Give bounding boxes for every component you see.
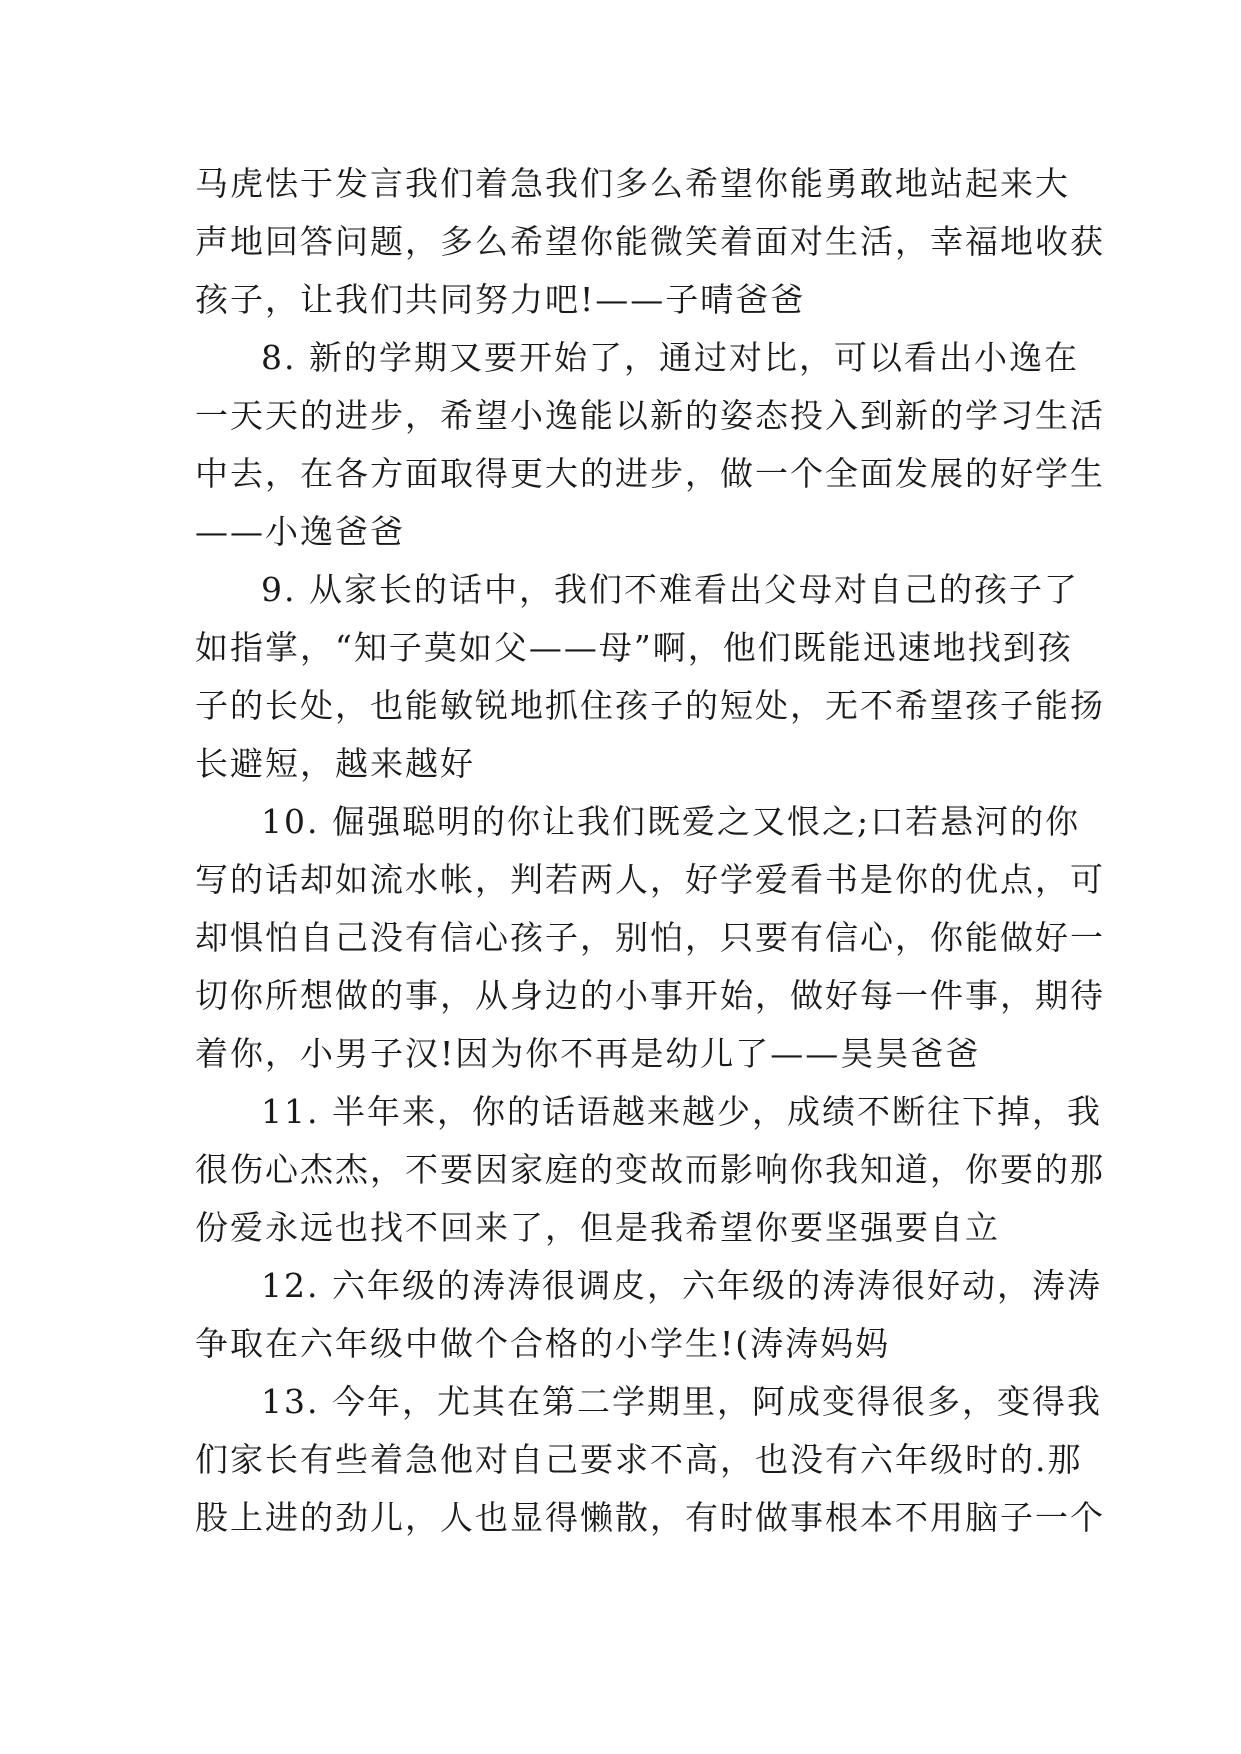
text-line: 马虎怯于发言我们着急我们多么希望你能勇敢地站起来大 [195,164,1070,203]
text-line: 长避短，越来越好 [195,744,475,783]
paragraph [195,1083,1105,1257]
text-line: 声地回答问题，多么希望你能微笑着面对生活，幸福地收获 [195,222,1105,261]
text-line: 份爱永远也找不回来了，但是我希望你要坚强要自立 [195,1208,1000,1247]
paragraph [195,1373,1105,1547]
text-line: 孩子，让我们共同努力吧!——子晴爸爸 [195,280,806,319]
text-line: 们家长有些着急他对自己要求不高，也没有六年级时的.那 [195,1440,1083,1479]
text-line: 股上进的劲儿，人也显得懒散，有时做事根本不用脑子一个 [195,1498,1105,1537]
text-line: 中去，在各方面取得更大的进步，做一个全面发展的好学生 [195,454,1105,493]
text-line: 11. 半年来，你的话语越来越少，成绩不断往下掉，我 [261,1092,1102,1131]
text-line: 一天天的进步，希望小逸能以新的姿态投入到新的学习生活 [195,396,1105,435]
paragraph [195,1257,1102,1373]
text-line: 很伤心杰杰，不要因家庭的变故而影响你我知道，你要的那 [195,1150,1105,1189]
text-line: 却惧怕自己没有信心孩子，别怕，只要有信心，你能做好一 [195,918,1105,957]
paragraph [195,793,1105,1083]
text-line: 8. 新的学期又要开始了，通过对比，可以看出小逸在 [261,338,1079,377]
text-line: 如指掌，“知子莫如父——母”啊，他们既能迅速地找到孩 [195,628,1073,667]
text-line: 13. 今年，尤其在第二学期里，阿成变得很多，变得我 [261,1382,1102,1421]
text-line: 10. 倔强聪明的你让我们既爱之又恨之;口若悬河的你 [261,802,1081,841]
text-line: 写的话却如流水帐，判若两人，好学爱看书是你的优点，可 [195,860,1105,899]
text-line: 争取在六年级中做个合格的小学生!(涛涛妈妈 [195,1324,891,1363]
text-line: 9. 从家长的话中，我们不难看出父母对自己的孩子了 [261,570,1079,609]
text-line: ——小逸爸爸 [195,512,405,551]
document-body [195,155,1105,1547]
paragraph [195,155,1105,329]
text-line: 子的长处，也能敏锐地抓住孩子的短处，无不希望孩子能扬 [195,686,1105,725]
paragraph [195,329,1105,561]
text-line: 切你所想做的事，从身边的小事开始，做好每一件事，期待 [195,976,1105,1015]
text-line: 着你，小男子汉!因为你不再是幼儿了——昊昊爸爸 [195,1034,981,1073]
paragraph [195,561,1105,793]
text-line: 12. 六年级的涛涛很调皮，六年级的涛涛很好动，涛涛 [261,1266,1102,1305]
